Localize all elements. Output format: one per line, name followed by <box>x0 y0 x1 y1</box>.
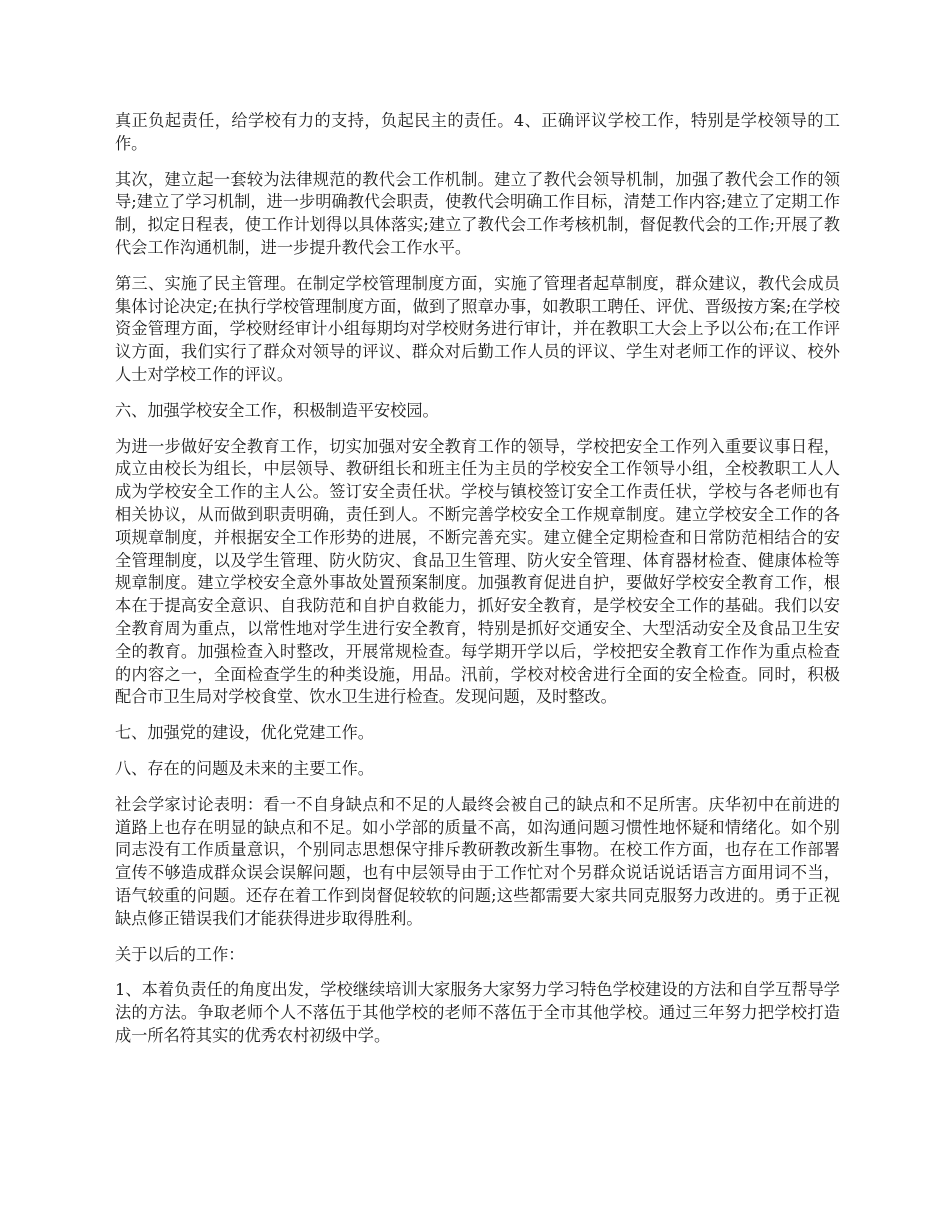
paragraph-problems: 社会学家讨论表明：看一不自身缺点和不足的人最终会被自己的缺点和不足所害。庆华初中在前进的道路上也存在明显的缺点和不足。如小学部的质量不高，如沟通问题习惯性地怀疑和情绪化。如个别同志没有工作质量意识，个别同志思想保守排斥教研教改新生事物。在校工作方面，也存在工作部署宣传不够造成群众误会误解问题，也有中层领导由于工作忙对个另群众说话说话语言方面用词不当，语气较重的问题。还存在着工作到岗督促较软的问题;这些都需要大家共同克服努力改进的。勇于正视缺点修正错误我们才能获得进步取得胜利。 <box>115 794 840 928</box>
section-heading-8: 八、存在的问题及未来的主要工作。 <box>115 758 374 778</box>
section-heading-6: 六、加强学校安全工作，积极制造平安校园。 <box>115 400 439 420</box>
future-work-heading: 关于以后的工作： <box>115 944 245 964</box>
paragraph-1: 真正负起责任，给学校有力的支持，负起民主的责任。4、正确评议学校工作，特别是学校领导的工作。 <box>115 111 840 153</box>
document-body <box>115 110 840 1061</box>
paragraph-3: 第三、实施了民主管理。在制定学校管理制度方面，实施了管理者起草制度，群众建议，教代会成员集体讨论决定;在执行学校管理制度方面，做到了照章办事，如教职工聘任、评优、晋级按方案;在学校资金管理方面，学校财经审计小组每期均对学校财务进行审计，并在教职工大会上予以公布;在工作评议方面，我们实行了群众对领导的评议、群众对后勤工作人员的评议、学生对老师工作的评议、校外人士对学校工作的评议。 <box>115 273 840 384</box>
paragraph-future-1: 1、本着负责任的角度出发，学校继续培训大家服务大家努力学习特色学校建设的方法和自学互帮导学法的方法。争取老师个人不落伍于其他学校的老师不落伍于全市其他学校。通过三年努力把学校打造成一所名符其实的优秀农村初级中学。 <box>115 980 840 1045</box>
paragraph-2: 其次，建立起一套较为法律规范的教代会工作机制。建立了教代会领导机制，加强了教代会工作的领导;建立了学习机制，进一步明确教代会职责，使教代会明确工作目标，清楚工作内容;建立了定期工作制，拟定日程表，使工作计划得以具体落实;建立了教代会工作考核机制，督促教代会的工作;开展了教代会工作沟通机制，进一步提升教代会工作水平。 <box>115 169 840 257</box>
section-heading-7: 七、加强党的建设，优化党建工作。 <box>115 723 374 743</box>
paragraph-safety: 为进一步做好安全教育工作，切实加强对安全教育工作的领导，学校把安全工作列入重要议事日程，成立由校长为组长，中层领导、教研组长和班主任为主员的学校安全工作领导小组，全校教职工人人成为学校安全工作的主人公。签订安全责任状。学校与镇校签订安全工作责任状，学校与各老师也有相关协议，从而做到职责明确，责任到人。不断完善学校安全工作规章制度。建立学校安全工作的各项规章制度，并根据安全工作形势的进展，不断完善充实。建立健全定期检查和日常防范相结合的安全管理制度，以及学生管理、防火防灾、食品卫生管理、防火安全管理、体育器材检查、健康体检等规章制度。建立学校安全意外事故处置预案制度。加强教育促进自护，要做好学校安全教育工作，根本在于提高安全意识、自我防范和自护自救能力，抓好安全教育，是学校安全工作的基础。我们以安全教育周为重点，以常性地对学生进行安全教育，特别是抓好交通安全、大型活动安全及食品卫生安全的教育。加强检查入时整改，开展常规检查。每学期开学以后，学校把安全教育工作作为重点检查的内容之一，全面检查学生的种类设施，用品。汛前，学校对校舍进行全面的安全检查。同时，积极配合市卫生局对学校食堂、饮水卫生进行检查。发现问题，及时整改。 <box>115 436 840 707</box>
